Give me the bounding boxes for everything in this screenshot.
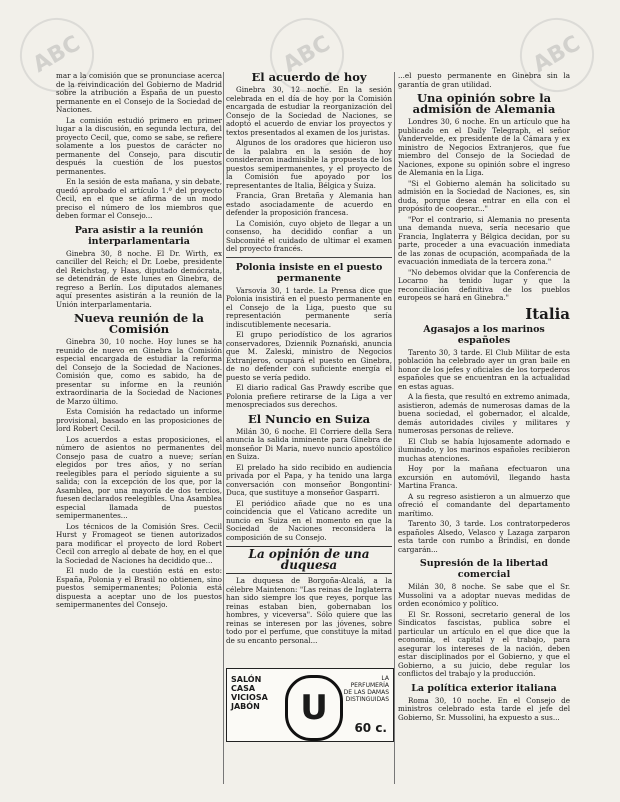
paragraph: Esta Comisión ha redactado un informe provisional, basado en las proposiciones de lord Robert Cecil. [56, 407, 222, 433]
paragraph: Los técnicos de la Comisión Sres. Cecil Hurst y Fromageot se tienen autorizados para modificar el proyecto de lord Robert Cecil con arreglo al debate de hoy, en el que la Sociedad de Naciones ha decidido que... [56, 521, 222, 565]
section-heading-italia: Italia [525, 304, 570, 323]
paragraph: Tarento 30, 3 tarde. El Club Militar de esta población ha celebrado ayer un gran baile en honor de los jefes y oficiales de los torpederos españoles que se encuentran en la actualidad en estas aguas. [398, 347, 570, 391]
paragraph: "Por el contrario, si Alemania no presenta una demanda nueva, sería necesario que Francia, Inglaterra y Bélgica decidan, por su parte, proceder a una evacuación inmediata de las zonas de ocupación, acompañada de la evacuación inmediata de la tercera zona." [398, 214, 570, 266]
paragraph: La Comisión, cuyo objeto de llegar a un consenso, ha decidido confiar a un Subcomité el cuidado de ultimar el examen del proyecto francés. [226, 218, 392, 253]
paragraph: Milán 30, 6 noche. El Corriere della Sera anuncia la salida inminente para Ginebra de monseñor Di Maria, nuevo nuncio apostólico en Suiza. [226, 426, 392, 461]
headline-nueva-reunion: Nueva reunión de la Comisión [73, 311, 204, 336]
paragraph: mar a la comisión que se pronunciase acerca de la reivindicación del Gobierno de Madrid sobre la atribución a España de un puesto permanente en el Consejo de la Sociedad de Naciones. [56, 72, 222, 114]
paragraph: Milán 30, 8 noche. Se sabe que el Sr. Mussolini va a adoptar nuevas medidas de orden económico y político. [398, 582, 570, 608]
column-divider [223, 72, 224, 784]
paragraph: Ginebra 30, 8 noche. El Dr. Wirth, ex canciller del Reich; el Dr. Loebe, presidente del Reichstag, y Haas, diputado demócrata, se detendrán de este lunes en Ginebra, de regreso a Berlín. Los diputados alemanes aquí presentes asistirán a la reunión de la Unión interparlamentaria. [56, 248, 222, 309]
headline-duquesa: La opinión de una duquesa [226, 546, 392, 574]
paragraph: "Si el Gobierno alemán ha solicitado su admisión en la Sociedad de Naciones, es, sin duda, porque desea entrar en ella con el propósito de cooperar..." [398, 178, 570, 213]
paragraph: Francia, Gran Bretaña y Alemania han estado asociadamente de acuerdo en defender la proposición francesa. [226, 191, 392, 217]
headline-politica-exterior: La política exterior italiana [411, 682, 557, 694]
headline-nuncio: El Nuncio en Suiza [247, 411, 371, 426]
paragraph: Varsovia 30, 1 tarde. La Prensa dice que Polonia insistirá en el puesto permanente en el Consejo de la Liga, puesto que su representación permanente sería indiscutiblemente necesaria. [226, 285, 392, 329]
watermark-stamp: ABC [256, 4, 357, 105]
ad-price: 60 c. [354, 721, 387, 735]
column-3 [398, 72, 570, 784]
paragraph: Ginebra 30, 12 noche. En la sesión celebrada en el día de hoy por la Comisión encargada de estudiar la reorganización del Consejo de la Sociedad de Naciones, se adoptó el acuerdo de enviar los proyectos y textos presentados al examen de los juristas. [226, 85, 392, 137]
watermark-stamp: ABC [6, 4, 107, 105]
paragraph: El Club se había lujosamente adornado e iluminado, y los marinos españoles recibieron muchas atenciones. [398, 436, 570, 463]
ad-tagline: LA PERFUMERÍA DE LAS DAMAS DISTINGUIDAS [343, 675, 389, 703]
paragraph: A la fiesta, que resultó en extremo animada, asistieron, además de numerosas damas de la buena sociedad, el gobernador, el alcalde, demás autoridades civiles y militares y numerosas personas de relieve. [398, 392, 570, 435]
paragraph: Ginebra 30, 10 noche. Hoy lunes se ha reunido de nuevo en Ginebra la Comisión especial encargada de estudiar la reforma del Consejo de la Sociedad de Naciones. Comisión que, como es sabido, ha de presentar su informe en la reunión extraordinaria de la Sociedad de Naciones de Marzo último. [56, 337, 222, 406]
paragraph: Los acuerdos a estas proposiciones, el número de asientos no permanentes del Consejo pasa de cuatro a nueve; serían elegidos por tres años, y no serían reelegibles para el período siguiente a su salida; con la excepción de los que, por la Asamblea, por una mayoría de dos tercios, fuesen declarados reelegibles. Una Asamblea especial llamada de puestos semipermanentes... [56, 434, 222, 520]
paragraph: Hoy por la mañana efectuaron una excursión en automóvil, llegando hasta Martina Franca. [398, 464, 570, 490]
paragraph: Roma 30, 10 noche. En el Consejo de ministros celebrado esta tarde el jefe del Gobierno, Sr. Mussolini, ha expuesto a sus... [398, 695, 570, 722]
watermark-stamp: ABC [506, 4, 607, 105]
ad-brand: SALÓN CASA VICIOSA JABÓN [231, 675, 268, 711]
paragraph: El diario radical Gas Prawdy escribe que Polonia prefiere retirarse de la Liga a ver menospreciados sus derechos. [226, 383, 392, 409]
paragraph: La duquesa de Borgoña-Alcalá, a la célebre Maintenon: "Las reinas de Inglaterra han sido siempre los que reyes, porque las reinas estaban bien, gobernaban los hombres, y viceversa". Sólo quiere que las reinas se interesen por las jóvenes, sobre todo por el perfume, que constituye la mitad de su encanto personal... [226, 576, 392, 645]
paragraph: Londres 30, 6 noche. En un artículo que ha publicado en el Daily Telegraph, el señor Vandervelde, ex presidente de la Cámara y ex ministro de Negocios Extranjeros, que fue miembro del Consejo de la Sociedad de Naciones, expone su opinión sobre el ingreso de Alemania en la Liga. [398, 117, 570, 177]
paragraph: "No debemos olvidar que la Conferencia de Locarno ha tenido lugar y que la reconciliación definitiva de los pueblos europeos se hará en Ginebra." [398, 267, 570, 302]
headline-agasajos: Agasajos a los marinos españoles [423, 323, 545, 346]
column-2 [226, 72, 392, 664]
paragraph: El Sr. Rossoni, secretario general de los Sindicatos fascistas, publica sobre el particular un artículo en el que dice que la economía, el capital y el trabajo, para asegurar los intereses de la nación, deben estar disciplinados por el Gobierno, y que el Gobierno, a su juicio, debe regular los conflictos del trabajo y la producción. [398, 609, 570, 678]
paragraph: A su regreso asistieron a un almuerzo que ofreció el comandante del departamento marítimo. [398, 491, 570, 518]
paragraph: ...el puesto permanente en Ginebra sin la garantía de gran utilidad. [398, 72, 570, 89]
headline-polonia: Polonia insiste en el puesto permanente [235, 261, 383, 284]
column-1 [56, 72, 222, 784]
divider [226, 257, 392, 258]
headline-interparlamentaria: Para asistir a la reunión interparlamentaria [74, 224, 204, 247]
paragraph: La comisión estudió primero en primer lugar a la discusión, en segunda lectura, del proyecto Cecil, que, como se sabe, se refiere solamente a los puestos de carácter no permanente del Consejo, para discutir después la cuestión de los puestos permanentes. [56, 115, 222, 176]
paragraph: El prelado ha sido recibido en audiencia privada por el Papa, y ha tenido una larga conversación con monseñor Bongontini-Duca, que sustituye a monseñor Gasparri. [226, 462, 392, 497]
headline-libertad-comercial: Supresión de la libertad comercial [419, 558, 549, 580]
paragraph: En la sesión de esta mañana, y sin debate, quedó aprobado el artículo 1.º del proyecto Cecil, en el que se afirma de un modo preciso el número de los miembros que deben formar el Consejo... [56, 177, 222, 220]
advertisement [226, 668, 394, 742]
ad-logo: U [285, 675, 343, 741]
headline-alemania: Una opinión sobre la admisión de Alemania [412, 91, 556, 116]
paragraph: El grupo periodístico de los agrarios conservadores, Dziennik Poznański, anuncia que M. Zaleski, ministro de Negocios Extranjeros, ocupará el puesto en Ginebra, de no defender con suficiente energía el puesto se vería pedido. [226, 330, 392, 382]
paragraph: Tarento 30, 3 tarde. Los contratorpederos españoles Alsedo, Velasco y Lazaga zarparon esta tarde con rumbo a Brindisi, en donde cargarán... [398, 519, 570, 554]
headline-acuerdo: El acuerdo de hoy [251, 72, 367, 84]
paragraph: El nudo de la cuestión está en esto: España, Polonia y el Brasil no obtienen, sino puestos semipermanentes; Polonia está dispuesta a aceptar uno de los puestos semipermanentes del Consejo. [56, 566, 222, 609]
column-divider [394, 72, 395, 784]
paragraph: El periódico añade que no es una coincidencia que el Vaticano acredite un nuncio en Suiza en el momento en que la Sociedad de Naciones reconsidera la composición de su Consejo. [226, 498, 392, 542]
paragraph: Algunos de los oradores que hicieron uso de la palabra en la sesión de hoy consideraron inadmisible la propuesta de los puestos semipermanentes, y el proyecto de la Comisión fue apoyado por los representantes de Italia, Bélgica y Suiza. [226, 138, 392, 190]
